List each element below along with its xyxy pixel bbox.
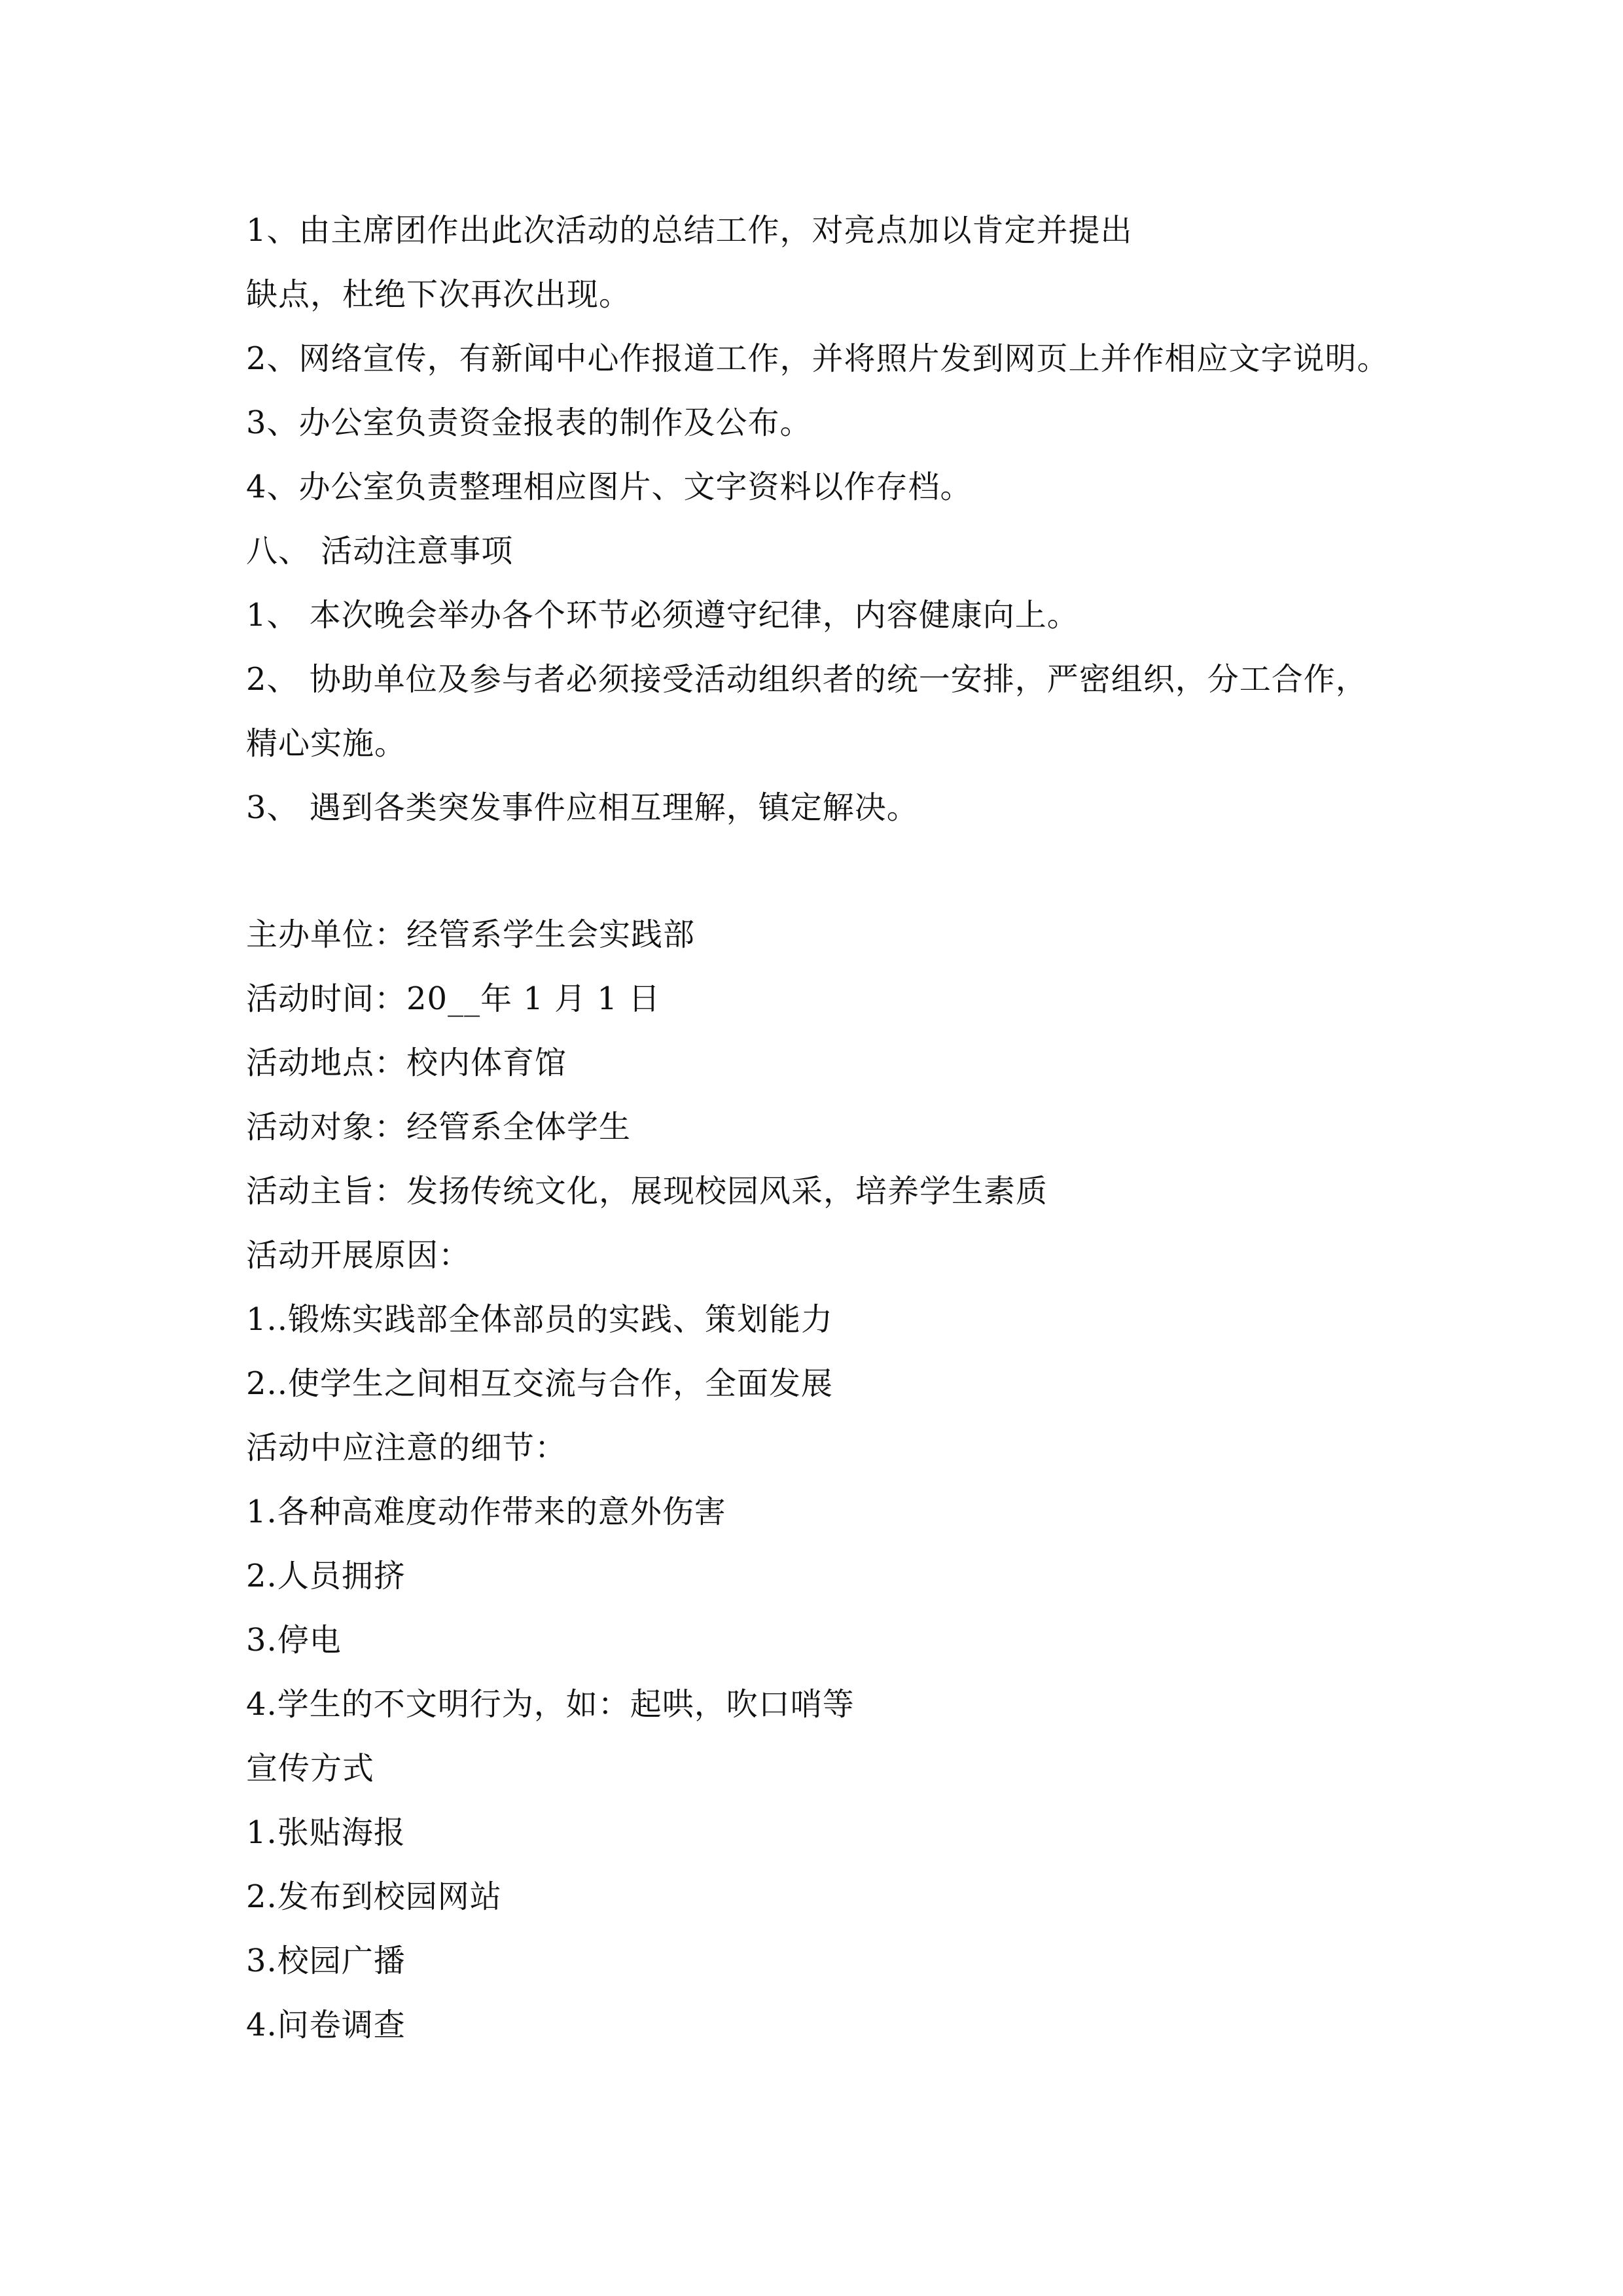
promo-item-4: 4.问卷调查 [246, 2007, 406, 2043]
promo-item-1: 1.张贴海报 [246, 1814, 406, 1851]
reason-item-1: 1..锻炼实践部全体部员的实践、策划能力 [246, 1301, 834, 1338]
audience-line: 活动对象：经管系全体学生 [246, 1109, 632, 1145]
summary-item-3: 3、办公室负责资金报表的制作及公布。 [246, 404, 812, 441]
promo-item-3: 3.校园广播 [246, 1943, 406, 1979]
theme-line: 活动主旨：发扬传统文化，展现校园风采，培养学生素质 [246, 1173, 1048, 1210]
organizer-line: 主办单位：经管系学生会实践部 [246, 916, 696, 953]
summary-item-4: 4、办公室负责整理相应图片、文字资料以作存档。 [246, 469, 972, 505]
summary-item-2: 2、网络宣传，有新闻中心作报道工作，并将照片发到网页上并作相应文字说明。 [246, 340, 1389, 377]
reasons-heading: 活动开展原因： [246, 1237, 471, 1274]
detail-item-1: 1.各种高难度动作带来的意外伤害 [246, 1494, 726, 1530]
promo-item-2: 2.发布到校园网站 [246, 1878, 502, 1915]
summary-item-1-continued: 缺点，杜绝下次再次出现。 [246, 276, 632, 313]
notes-item-2-continued: 精心实施。 [246, 725, 407, 762]
notes-item-1: 1、 本次晚会举办各个环节必须遵守纪律，内容健康向上。 [246, 597, 1079, 634]
location-line: 活动地点：校内体育馆 [246, 1045, 567, 1081]
notes-item-3: 3、 遇到各类突发事件应相互理解，镇定解决。 [246, 789, 919, 826]
reason-item-2: 2..使学生之间相互交流与合作，全面发展 [246, 1365, 834, 1402]
detail-item-3: 3.停电 [246, 1622, 342, 1659]
summary-item-1: 1、由主席团作出此次活动的总结工作，对亮点加以肯定并提出 [246, 212, 1133, 249]
detail-item-4: 4.学生的不文明行为，如：起哄，吹口哨等 [246, 1686, 855, 1723]
detail-item-2: 2.人员拥挤 [246, 1558, 406, 1594]
promo-heading: 宣传方式 [246, 1750, 375, 1787]
details-heading: 活动中应注意的细节： [246, 1429, 567, 1466]
notes-item-2: 2、 协助单位及参与者必须接受活动组织者的统一安排，严密组织，分工合作， [246, 661, 1368, 698]
section-heading-notes: 八、 活动注意事项 [246, 533, 514, 569]
time-line: 活动时间：20__年 1 月 1 日 [246, 980, 661, 1017]
